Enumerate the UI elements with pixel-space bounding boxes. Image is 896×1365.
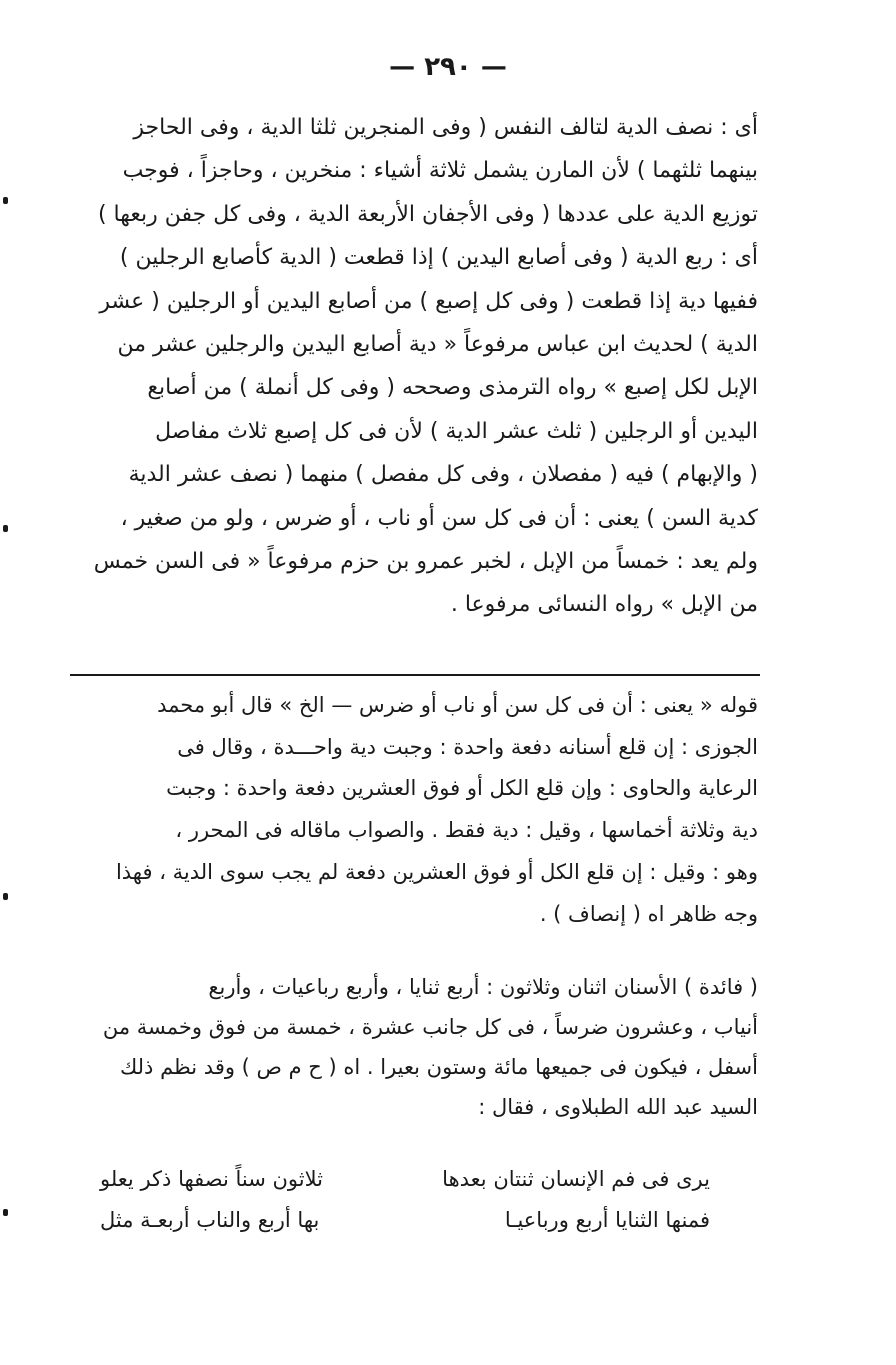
commentary-text xyxy=(78,685,758,935)
margin-mark xyxy=(3,525,8,532)
main-text-line: من الإبل » رواه النسائى مرفوعا . xyxy=(450,592,758,618)
main-text-line: ( والإبهام ) فيه ( مفصلان ، وفى كل مفصل ) منهما ( نصف عشر الدية xyxy=(128,462,758,488)
commentary-line: قوله « يعنى : أن فى كل سن أو ناب أو ضرس — الخ » قال أبو محمد xyxy=(157,693,758,717)
margin-mark xyxy=(3,1209,8,1216)
poem xyxy=(100,1159,710,1241)
commentary-line: وجه ظاهر اه ( إنصاف ) . xyxy=(539,901,758,926)
page-number: — ٢٩٠ — xyxy=(389,52,507,82)
main-text-line: ولم يعد : خمساً من الإبل ، لخبر عمرو بن حزم مرفوعاً « فى السن خمس xyxy=(93,549,758,575)
main-text-line: أى : نصف الدية لتالف النفس ( وفى المنجرين ثلثا الدية ، وفى الحاجز xyxy=(133,115,758,140)
benefit-line: أنياب ، وعشرون ضرساً ، فى كل جانب عشرة ، خمسة من فوق وخمسة من xyxy=(102,1015,758,1039)
commentary-line: وهو : وقيل : إن قلع الكل أو فوق العشرين دفعة لم يجب سوى الدية ، فهذا xyxy=(115,859,758,884)
main-text-line: بينهما ثلثهما ) لأن المارن يشمل ثلاثة أشياء : منخرين ، وحاجزاً ، فوجب xyxy=(122,158,758,184)
poem-verse xyxy=(100,1200,710,1241)
benefit-line: السيد عبد الله الطبلاوى ، فقال : xyxy=(478,1095,758,1119)
main-text xyxy=(78,106,758,627)
main-text-line: الإبل لكل إصبع » رواه الترمذى وصححه ( وفى كل أنملة ) من أصابع xyxy=(147,375,758,401)
benefit-line: أسفل ، فيكون فى جميعها مائة وستون بعيرا . اه ( ح م ص ) وقد نظم ذلك xyxy=(119,1055,758,1079)
poem-second-hemistich: ثلاثون سناً نصفها ذكر يعلو xyxy=(100,1167,323,1191)
margin-mark xyxy=(3,893,8,900)
main-text-line: كدية السن ) يعنى : أن فى كل سن أو ناب ، أو ضرس ، ولو من صغير ، xyxy=(120,505,758,531)
footnote-separator xyxy=(70,674,760,676)
commentary-line: دية وثلاثة أخماسها ، وقيل : دية فقط . والصواب ماقاله فى المحرر ، xyxy=(175,818,758,843)
main-text-line: توزيع الدية على عددها ( وفى الأجفان الأربعة الدية ، وفى كل جفن ربعها ) xyxy=(97,201,758,227)
benefit-line: ( فائدة ) الأسنان اثنان وثلاثون : أربع ثنايا ، وأربع رباعيات ، وأربع xyxy=(208,975,758,999)
benefit-note xyxy=(78,967,758,1127)
main-text-line: الدية ) لحديث ابن عباس مرفوعاً « دية أصابع اليدين والرجلين عشر من xyxy=(117,332,758,358)
main-text-line: اليدين أو الرجلين ( ثلث عشر الدية ) لأن فى كل إصبع ثلاث مفاصل xyxy=(155,418,758,444)
poem-first-hemistich: فمنها الثنايا أربع ورباعيـا xyxy=(504,1208,710,1232)
margin-mark xyxy=(3,197,8,204)
poem-verse xyxy=(100,1159,710,1200)
poem-first-hemistich: يرى فى فم الإنسان ثنتان بعدها xyxy=(442,1167,710,1191)
main-text-line: أى : ربع الدية ( وفى أصابع اليدين ) إذا قطعت ( الدية كأصابع الرجلين ) xyxy=(119,245,758,271)
poem-second-hemistich: بها أربع والناب أربعـة مثل xyxy=(100,1208,320,1232)
main-text-line: ففيها دية إذا قطعت ( وفى كل إصبع ) من أصابع اليدين أو الرجلين ( عشر xyxy=(99,288,758,314)
commentary-line: الجوزى : إن قلع أسنانه دفعة واحدة : وجبت دية واحـــدة ، وقال فى xyxy=(177,734,758,759)
commentary-line: الرعاية والحاوى : وإن قلع الكل أو فوق العشرين دفعة واحدة : وجبت xyxy=(166,776,758,801)
